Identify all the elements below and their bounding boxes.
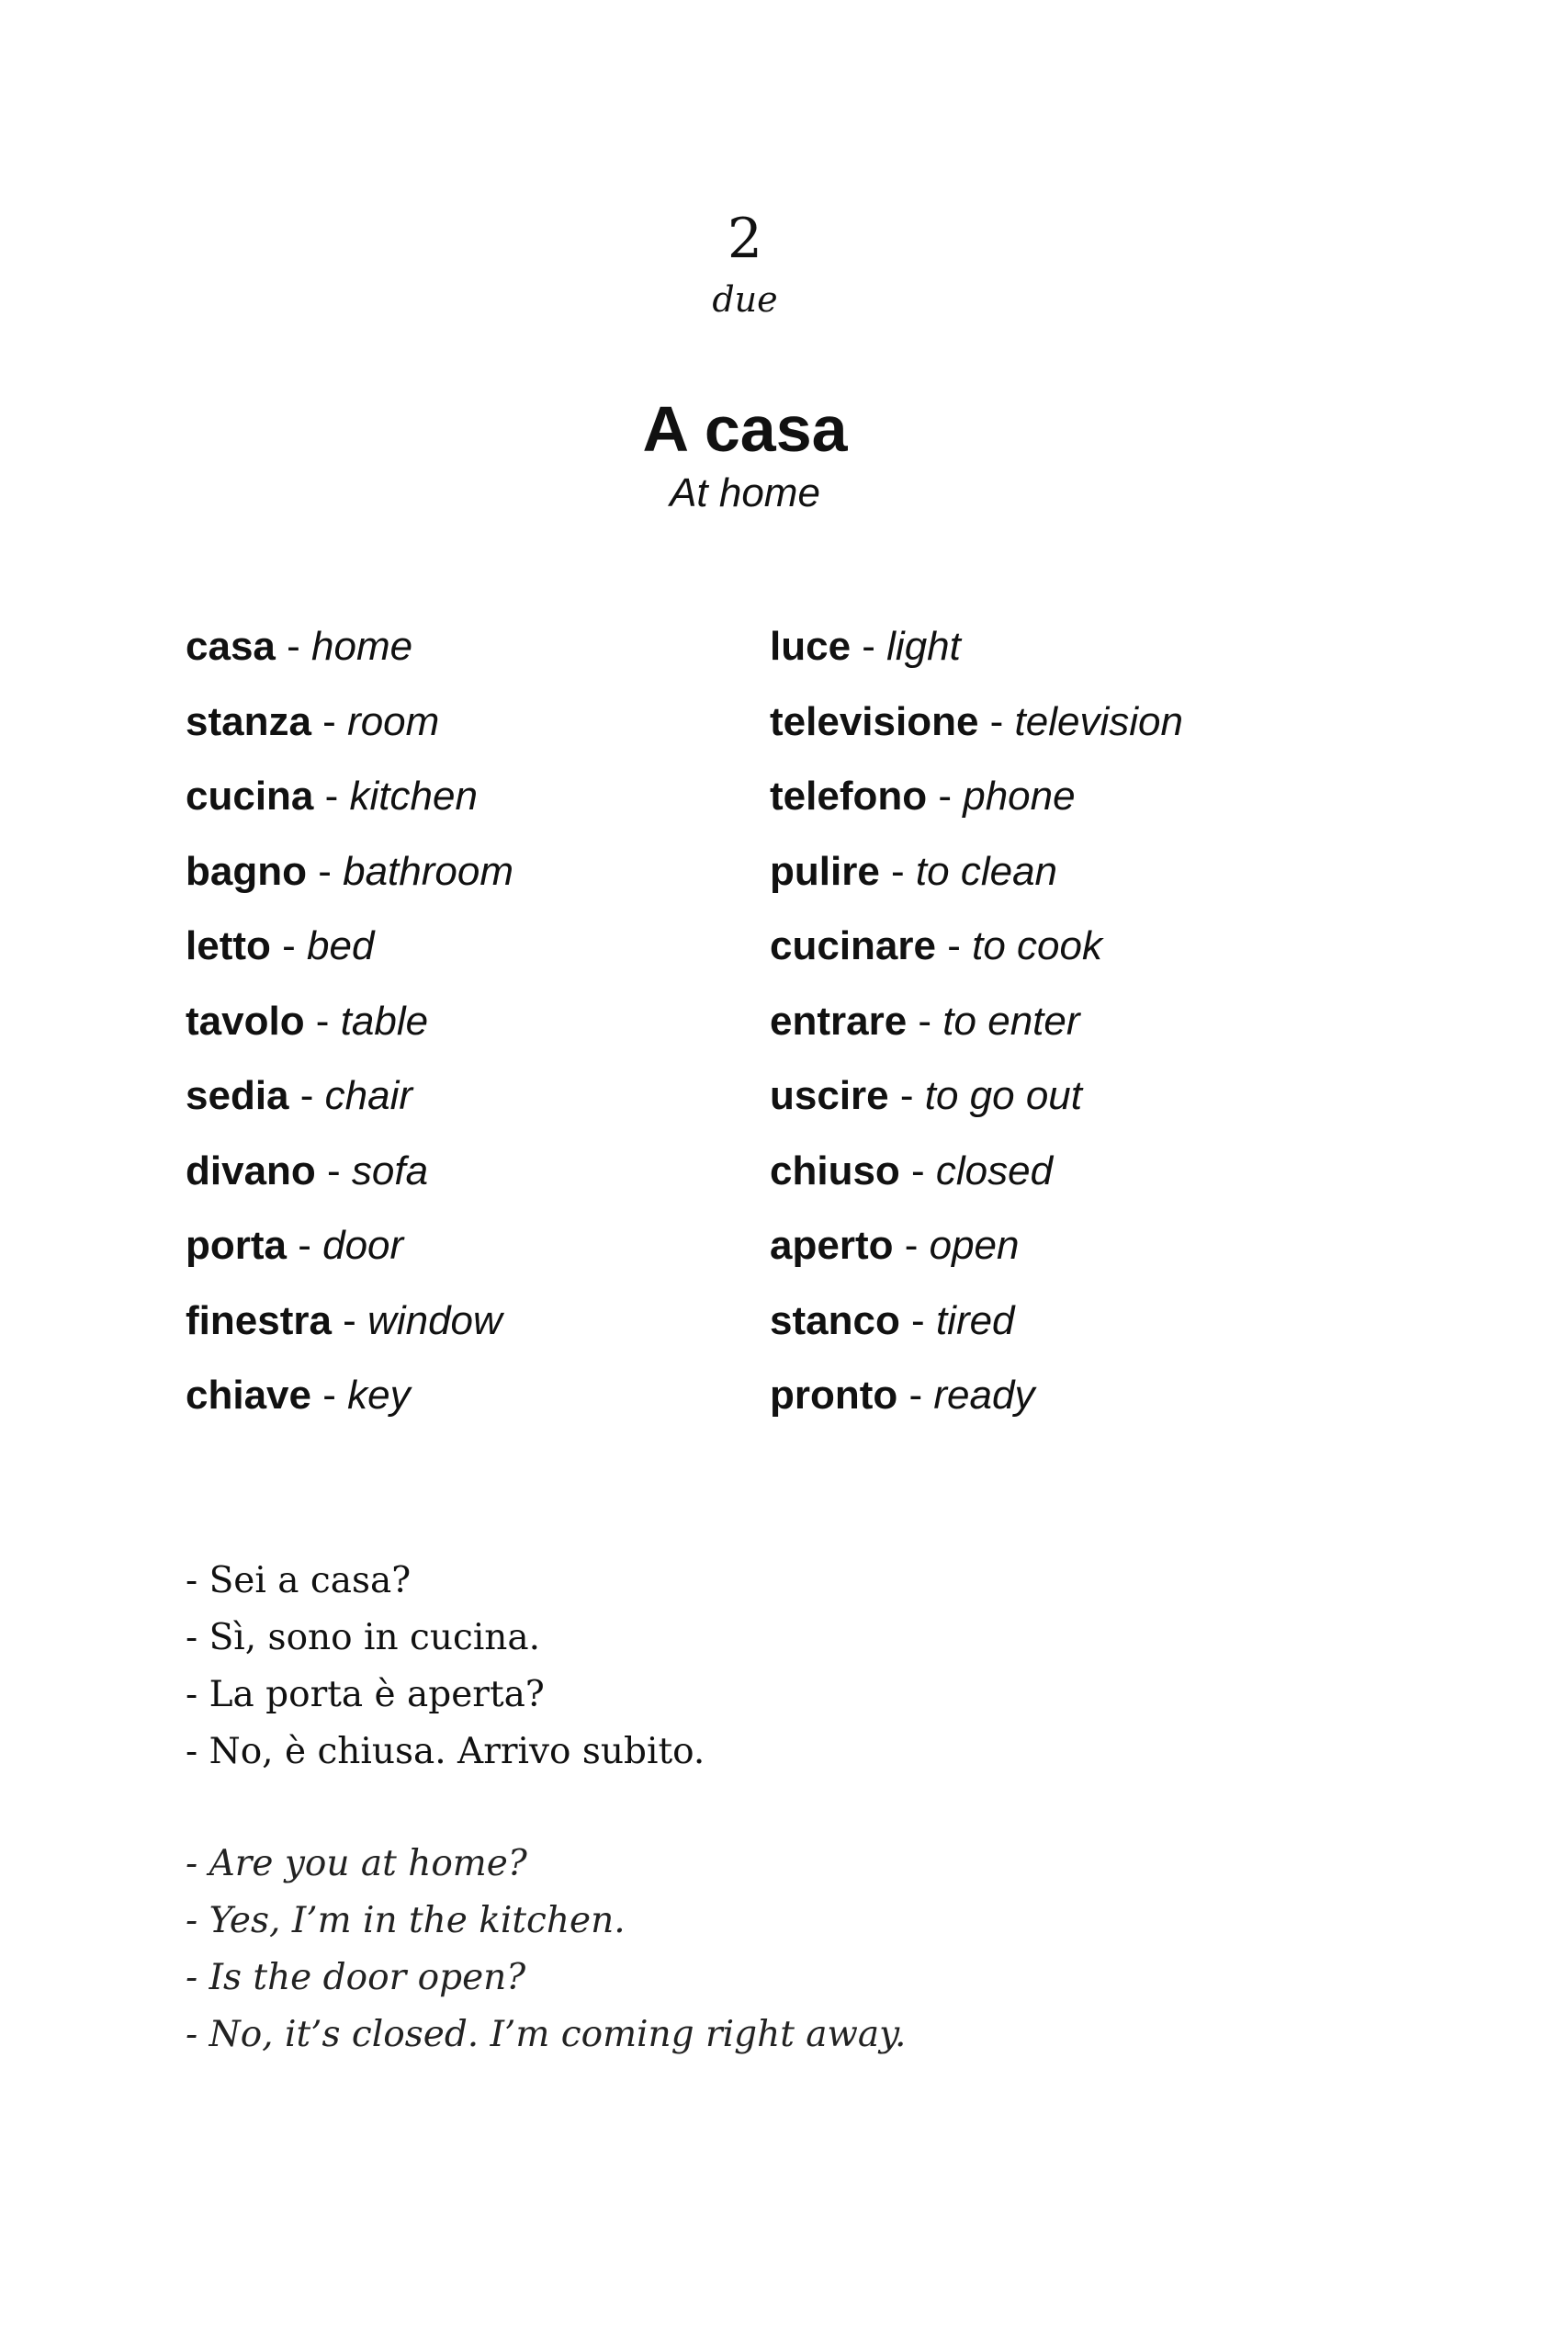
vocab-word: finestra [186, 1297, 332, 1343]
vocab-word: porta [186, 1223, 287, 1268]
dialogue-line: - Are you at home? [186, 1843, 527, 1884]
vocab-item [186, 846, 513, 922]
vocab-item [186, 771, 513, 846]
vocab-item [770, 846, 1183, 922]
vocab-separator: - [899, 1148, 936, 1193]
vocab-separator: - [306, 848, 344, 894]
vocab-separator: - [927, 774, 964, 819]
dialogue-line: - Sei a casa? [186, 1560, 412, 1601]
vocab-separator: - [275, 624, 311, 669]
vocab-word: entrare [770, 998, 908, 1044]
vocab-item [770, 1070, 1183, 1146]
vocab-separator: - [907, 998, 943, 1044]
vocab-word: chiave [186, 1373, 311, 1418]
page-number-word: due [712, 279, 778, 320]
vocab-word: luce [770, 624, 852, 669]
vocab-separator: - [978, 698, 1015, 744]
vocab-separator: - [888, 1073, 925, 1118]
vocab-word: telefono [770, 774, 928, 819]
vocab-item [186, 1070, 513, 1146]
vocab-item [186, 1295, 513, 1371]
dialogue-line: - No, è chiusa. Arrivo subito. [186, 1731, 705, 1772]
vocab-translation: kitchen [349, 774, 478, 819]
vocab-separator: - [270, 923, 307, 968]
vocab-word: televisione [770, 698, 979, 744]
vocab-word: tavolo [186, 998, 305, 1044]
vocab-word: cucina [186, 774, 314, 819]
vocab-item [186, 621, 513, 696]
dialogue-italian [186, 1553, 705, 1781]
vocabulary-right-column [770, 621, 1183, 1445]
dialogue-line: - La porta è aperta? [186, 1674, 545, 1715]
vocab-item [186, 1220, 513, 1295]
vocab-separator: - [304, 998, 341, 1044]
vocab-word: divano [186, 1148, 316, 1193]
page-number: 2 [727, 207, 763, 271]
vocab-translation: light [886, 624, 961, 669]
vocab-item [186, 921, 513, 996]
vocab-item [186, 1146, 513, 1221]
vocab-translation: key [347, 1373, 411, 1418]
vocab-word: cucinare [770, 923, 936, 968]
vocab-word: stanco [770, 1297, 900, 1343]
vocab-separator: - [331, 1297, 368, 1343]
vocab-separator: - [899, 1297, 936, 1343]
vocab-translation: tired [935, 1297, 1015, 1343]
vocab-item [186, 1370, 513, 1445]
vocab-separator: - [310, 1373, 348, 1418]
vocab-separator: - [851, 624, 887, 669]
vocab-item [770, 696, 1183, 772]
vocab-translation: sofa [351, 1148, 429, 1193]
vocab-separator: - [313, 774, 350, 819]
vocab-translation: home [311, 624, 413, 669]
vocab-translation: to enter [942, 998, 1080, 1044]
dialogue-line: - No, it’s closed. I’m coming right away. [186, 2014, 907, 2055]
dialogue-line: - Yes, I’m in the kitchen. [186, 1900, 626, 1941]
vocab-word: pronto [770, 1373, 898, 1418]
vocab-word: stanza [186, 698, 311, 744]
vocab-item [770, 1146, 1183, 1221]
vocab-translation: bed [307, 923, 375, 968]
vocab-item [770, 1220, 1183, 1295]
vocab-item [770, 921, 1183, 996]
chapter-subtitle: At home [670, 470, 820, 515]
vocab-separator: - [935, 923, 973, 968]
vocab-item [770, 771, 1183, 846]
vocab-separator: - [893, 1223, 930, 1268]
vocab-separator: - [310, 698, 348, 744]
vocab-word: sedia [186, 1073, 289, 1118]
vocab-word: bagno [186, 848, 307, 894]
vocab-translation: television [1014, 698, 1183, 744]
vocab-translation: open [929, 1223, 1020, 1268]
vocabulary-left-column [186, 621, 513, 1445]
dialogue-line: - Sì, sono in cucina. [186, 1617, 541, 1658]
vocab-translation: phone [963, 774, 1076, 819]
vocab-separator: - [288, 1073, 325, 1118]
dialogue-line: - Is the door open? [186, 1957, 526, 1998]
vocab-translation: closed [935, 1148, 1054, 1193]
vocab-translation: chair [324, 1073, 412, 1118]
chapter-title: A casa [642, 393, 848, 465]
vocab-item [186, 696, 513, 772]
vocab-separator: - [287, 1223, 323, 1268]
vocab-translation: to cook [972, 923, 1102, 968]
vocab-translation: door [322, 1223, 404, 1268]
vocab-word: casa [186, 624, 276, 669]
vocab-separator: - [897, 1373, 934, 1418]
vocab-item [770, 1370, 1183, 1445]
vocab-separator: - [315, 1148, 352, 1193]
vocab-translation: window [367, 1297, 502, 1343]
vocab-separator: - [879, 848, 916, 894]
vocab-translation: to clean [915, 848, 1058, 894]
vocab-translation: table [340, 998, 429, 1044]
vocab-word: uscire [770, 1073, 889, 1118]
dialogue-english [186, 1836, 906, 2064]
vocab-translation: bathroom [343, 848, 513, 894]
vocab-word: letto [186, 923, 271, 968]
vocab-item [770, 996, 1183, 1071]
vocab-translation: to go out [924, 1073, 1083, 1118]
vocab-item [770, 1295, 1183, 1371]
vocab-translation: room [347, 698, 440, 744]
vocab-word: chiuso [770, 1148, 900, 1193]
vocab-item [186, 996, 513, 1071]
vocab-word: pulire [770, 848, 880, 894]
vocab-word: aperto [770, 1223, 894, 1268]
vocab-item [770, 621, 1183, 696]
vocab-translation: ready [933, 1373, 1035, 1418]
